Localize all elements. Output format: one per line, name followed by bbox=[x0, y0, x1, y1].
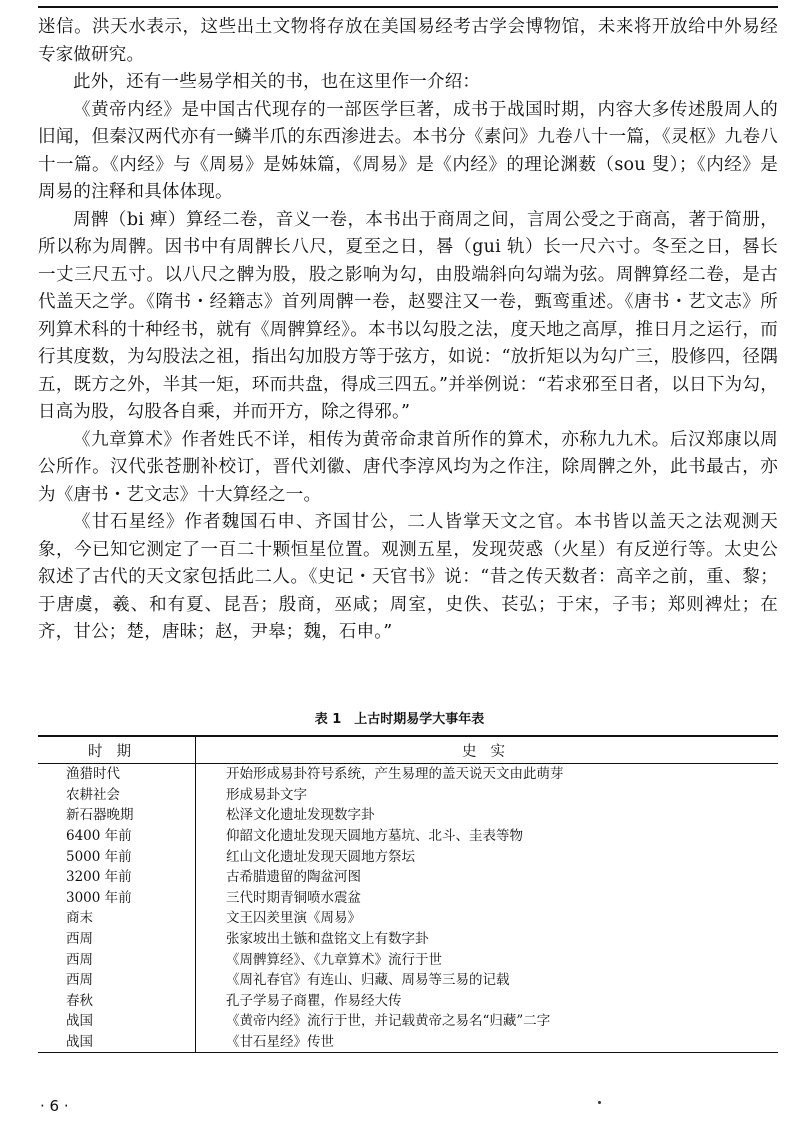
table-row bbox=[38, 764, 778, 785]
table-row bbox=[38, 1011, 778, 1032]
table-row bbox=[38, 991, 778, 1012]
row-fact: 三代时期青铜喷水震盆 bbox=[226, 889, 361, 906]
row-fact: 张家坡出土镞和盘铭文上有数字卦 bbox=[226, 931, 429, 948]
row-period: 5000 年前 bbox=[38, 846, 196, 867]
row-period: 新石器晚期 bbox=[38, 805, 196, 826]
row-period: 渔猎时代 bbox=[38, 764, 196, 785]
table-row bbox=[38, 785, 778, 806]
table-row bbox=[38, 1032, 778, 1053]
paragraph-huangdi-neijing: 《黄帝内经》是中国古代现存的一部医学巨著，成书于战国时期，内容大多传述殷周人的旧闻，但秦汉两代亦有一鳞半爪的东西渗进去。本书分《素问》九卷八十一篇，《灵枢》九卷八十一篇。《内经》与《周易》是姊妹篇，《周易》是《内经》的理论渊薮（sou 叟）；《内经》是周易的注释和具体体现。 bbox=[38, 99, 778, 202]
row-period: 西周 bbox=[38, 949, 196, 970]
header-fact: 史实 bbox=[196, 736, 779, 764]
page-number: · 6 · bbox=[40, 1097, 69, 1115]
body-text bbox=[38, 14, 778, 647]
header-period: 时期 bbox=[38, 736, 196, 764]
row-fact: 《甘石星经》传世 bbox=[226, 1034, 334, 1051]
paragraph-jiuzhang-suanshu: 《九章算术》作者姓氏不详，相传为黄帝命隶首所作的算术，亦称九九术。后汉郑康以周公所作。汉代张苍删补校订，晋代刘徽、唐代李淳风均为之作注，除周髀之外，此书最古，亦为《唐书・艺文志》十大算经之一。 bbox=[38, 429, 778, 505]
paragraph-intro: 此外，还有一些易学相关的书，也在这里作一介绍： bbox=[73, 72, 481, 92]
row-fact: 《周礼春官》有连山、归藏、周易等三易的记载 bbox=[226, 972, 510, 989]
table-row bbox=[38, 805, 778, 826]
row-period: 战国 bbox=[38, 1032, 196, 1053]
row-fact: 红山文化遗址发现天圆地方祭坛 bbox=[226, 848, 415, 865]
paragraph-ganshi-xingjing: 《甘石星经》作者魏国石申、齐国甘公，二人皆掌天文之官。本书皆以盖天之法观测天象，今已知它测定了一百二十颗恒星位置。观测五星，发现荧惑（火星）有反逆行等。太史公叙述了古代的天文家包括此二人。《史记・天官书》说：“昔之传天数者：高辛之前，重、黎；于唐虞，羲、和有夏、昆吾；殷商，巫咸；周室，史佚、苌弘；于宋，子韦；郑则裨灶；在齐，甘公；楚，唐昧；赵，尹皋；魏，石申。” bbox=[38, 512, 778, 642]
row-period: 3000 年前 bbox=[38, 888, 196, 909]
row-fact: 《周髀算经》、《九章算术》流行于世 bbox=[226, 951, 442, 968]
row-fact: 孔子学易子商瞿，作易经大传 bbox=[226, 992, 402, 1009]
paragraph-zhoubi-suanjing: 周髀（bi 痺）算经二卷，音义一卷，本书出于商周之间，言周公受之于商高，著于简册，所以称为周髀。因书中有周髀长八尺，夏至之日，晷（gui 轨）长一尺六寸。冬至之日，晷长一丈三尺五寸。以八尺之髀为股，股之影响为勾，由股端斜向勾端为弦。周髀算经二卷，是古代盖天之学。《隋书・经籍志》首列周髀一卷，赵婴注又一卷，甄鸾重述。《唐书・艺文志》所列算术科的十种经书，就有《周髀算经》。本书以勾股之法，度天地之高厚，推日月之运行，而行其度数，为勾股法之祖，指出勾加股方等于弦方，如说：“放折矩以为勾广三，股修四，径隅五，既方之外，半其一矩，环而共盘，得成三四五。”并举例说：“若求邪至日者，以日下为勾，日高为股，勾股各自乘，并而开方，除之得邪。” bbox=[38, 209, 778, 422]
print-dot bbox=[598, 1101, 601, 1104]
row-fact: 古希腊遗留的陶盆河图 bbox=[226, 869, 361, 886]
table-row bbox=[38, 908, 778, 929]
table-row bbox=[38, 888, 778, 909]
paragraph-continuation: 迷信。洪天水表示，这些出土文物将存放在美国易经考古学会博物馆，未来将开放给中外易经专家做研究。 bbox=[38, 17, 778, 65]
chronology-table bbox=[38, 735, 778, 1053]
table-row bbox=[38, 826, 778, 847]
table-row bbox=[38, 949, 778, 970]
row-period: 商末 bbox=[38, 908, 196, 929]
row-period: 西周 bbox=[38, 970, 196, 991]
row-period: 6400 年前 bbox=[38, 826, 196, 847]
row-fact: 《黄帝内经》流行于世，并记载黄帝之易名“归藏”二字 bbox=[226, 1013, 551, 1030]
table-caption: 表 1 上古时期易学大事年表 bbox=[314, 712, 485, 727]
row-fact: 开始形成易卦符号系统，产生易理的盖天说天文由此萌芽 bbox=[226, 766, 564, 783]
table-row bbox=[38, 846, 778, 867]
row-fact: 文王囚羑里演《周易》 bbox=[226, 910, 361, 927]
table-row bbox=[38, 970, 778, 991]
row-period: 战国 bbox=[38, 1011, 196, 1032]
row-period: 3200 年前 bbox=[38, 867, 196, 888]
table-row bbox=[38, 929, 778, 950]
row-period: 春秋 bbox=[38, 991, 196, 1012]
row-fact: 形成易卦文字 bbox=[226, 786, 307, 803]
table-row bbox=[38, 867, 778, 888]
row-fact: 松泽文化遗址发现数字卦 bbox=[226, 807, 375, 824]
table-header-row bbox=[38, 736, 778, 764]
row-period: 农耕社会 bbox=[38, 785, 196, 806]
row-fact: 仰韶文化遗址发现天圆地方墓坑、北斗、圭表等物 bbox=[226, 828, 523, 845]
top-rule bbox=[38, 6, 778, 8]
row-period: 西周 bbox=[38, 929, 196, 950]
